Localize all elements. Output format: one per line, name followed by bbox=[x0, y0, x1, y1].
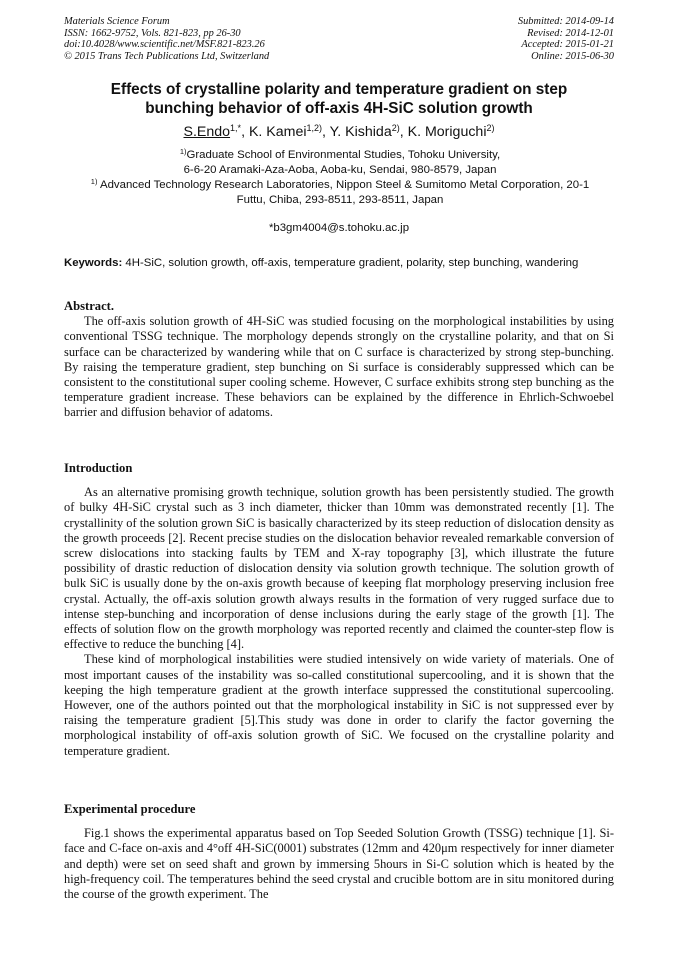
keywords bbox=[64, 256, 614, 271]
author-3-affil: 2) bbox=[391, 123, 400, 133]
journal-issn: ISSN: 1662-9752, Vols. 821-823, pp 26-30 bbox=[64, 27, 241, 39]
affiliation-2 bbox=[60, 178, 620, 208]
affiliation-2-marker: 1) bbox=[90, 177, 98, 186]
title-line-1: Effects of crystalline polarity and temperature gradient on step bbox=[110, 81, 568, 98]
author-3: , Y. Kishida bbox=[322, 124, 392, 140]
author-2: , K. Kamei bbox=[241, 124, 307, 140]
journal-info bbox=[64, 16, 269, 62]
author-1-affil: 1,* bbox=[230, 123, 242, 133]
author-list bbox=[64, 123, 614, 141]
abstract-text: The off-axis solution growth of 4H-SiC was studied focusing on the morphological instabilities by using conventional TSSG technique. The morphology depends strongly on the crystalline polarity, and that on Si surface can be characterized by wandering while that on C surface is characterized by strong step-bunching. By raising the temperature gradient, step bunching on Si surface is considerably suppressed which can be consistent to the constitutional super cooling scheme. However, C surface exhibits strong step bunching as the temperature gradient increase. These behaviors can be explained by the difference in Ehrlich-Schwoebel barrier and diffusion behavior of adatoms. bbox=[64, 314, 614, 420]
author-4: , K. Moriguchi bbox=[399, 124, 487, 140]
affiliation-2-line-1: Advanced Technology Research Laboratories, Nippon Steel & Sumitomo Metal Corporation, 20-1 bbox=[97, 179, 590, 191]
date-accepted: Accepted: 2015-01-21 bbox=[521, 39, 614, 51]
experimental-paragraph-1: Fig.1 shows the experimental apparatus based on Top Seeded Solution Growth (TSSG) technique [1]. Si-face and C-face on-axis and 4°off 4H-SiC(0001) substrates (12mm and 420μm respectively for inner diameter and depth) were set on seed shaft and grown by immersing 5hours in Si-C solution which is heated by the high-frequency coil. The temperatures behind the seed crystal and crucible bottom are in situ monitored during the course of the growth experiment. The bbox=[64, 826, 614, 902]
affiliation-1-line-2: 6-6-20 Aramaki-Aza-Aoba, Aoba-ku, Sendai, 980-8579, Japan bbox=[183, 164, 497, 176]
abstract-heading: Abstract. bbox=[64, 299, 115, 313]
journal-doi: doi:10.4028/www.scientific.net/MSF.821-823.26 bbox=[64, 39, 265, 51]
keywords-label: Keywords: bbox=[64, 257, 123, 269]
journal-name: Materials Science Forum bbox=[64, 16, 170, 27]
affiliation-1 bbox=[60, 148, 620, 178]
journal-copyright: © 2015 Trans Tech Publications Ltd, Switzerland bbox=[64, 50, 270, 62]
introduction-section bbox=[64, 461, 614, 759]
experimental-section bbox=[64, 802, 614, 902]
keywords-text: 4H-SiC, solution growth, off-axis, temperature gradient, polarity, step bunching, wandering bbox=[122, 257, 579, 269]
introduction-paragraph-2: These kind of morphological instabilities were studied intensively on wide variety of materials. One of most important causes of the instability was so-called constitutional supercooling, and it is shown that the keeping the high temperature gradient at the growth interface suppressed the constitutional supercooling. However, one of the authors pointed out that the morphological instability in SiC is not suppressed ever by raising the temperature gradient [5].This study was done in order to clarify the factor governing the morphological instability of off-axis solution growth of SiC. We focused on the crystalline polarity and temperature gradient. bbox=[64, 652, 614, 758]
title-line-2: bunching behavior of off-axis 4H-SiC solution growth bbox=[145, 100, 533, 117]
introduction-paragraph-1: As an alternative promising growth technique, solution growth has been persistently studied. The growth of bulky 4H-SiC crystal such as 3 inch diameter, thicker than 10mm was demonstrated recently [1]. The crystallinity of the solution grown SiC is basically characterized by its steep reduction of dislocation density as the growth proceeds [2]. Recent precise studies on the dislocation behavior revealed remarkable conversion of screw dislocations into stacking faults by TEM and X-ray topography [3], which illustrate the future possibility of drastic reduction of dislocation density via solution growth technique. The solution growth of bulk SiC is usually done by the on-axis growth because of keeping flat morphology preserving inclusion free crystal. Actually, the off-axis solution growth always results in the formation of very rugged surface due to intense step-bunching and incorporation of dense inclusions during the early stage of the growth [1]. The effects of solution flow on the growth morphology was reported recently and claimed the counter-step flow is effective to reduce the bunching [4]. bbox=[64, 485, 614, 652]
author-1: S.Endo bbox=[183, 124, 231, 140]
affiliation-1-marker: 1) bbox=[179, 147, 187, 156]
affiliation-1-line-1: Graduate School of Environmental Studies, Tohoku University, bbox=[186, 149, 501, 161]
affiliation-2-line-2: Futtu, Chiba, 293-8511, 293-8511, Japan bbox=[236, 194, 444, 206]
corresponding-email[interactable]: *b3gm4004@s.tohoku.ac.jp bbox=[268, 222, 410, 234]
publication-dates bbox=[518, 16, 614, 62]
paper-title bbox=[64, 80, 614, 118]
date-submitted: Submitted: 2014-09-14 bbox=[517, 16, 614, 27]
date-online: Online: 2015-06-30 bbox=[531, 50, 614, 62]
introduction-heading: Introduction bbox=[64, 461, 133, 475]
abstract-section bbox=[64, 299, 614, 421]
author-4-affil: 2) bbox=[486, 123, 495, 133]
author-2-affil: 1,2) bbox=[306, 123, 323, 133]
experimental-heading: Experimental procedure bbox=[64, 802, 196, 816]
date-revised: Revised: 2014-12-01 bbox=[527, 27, 614, 39]
